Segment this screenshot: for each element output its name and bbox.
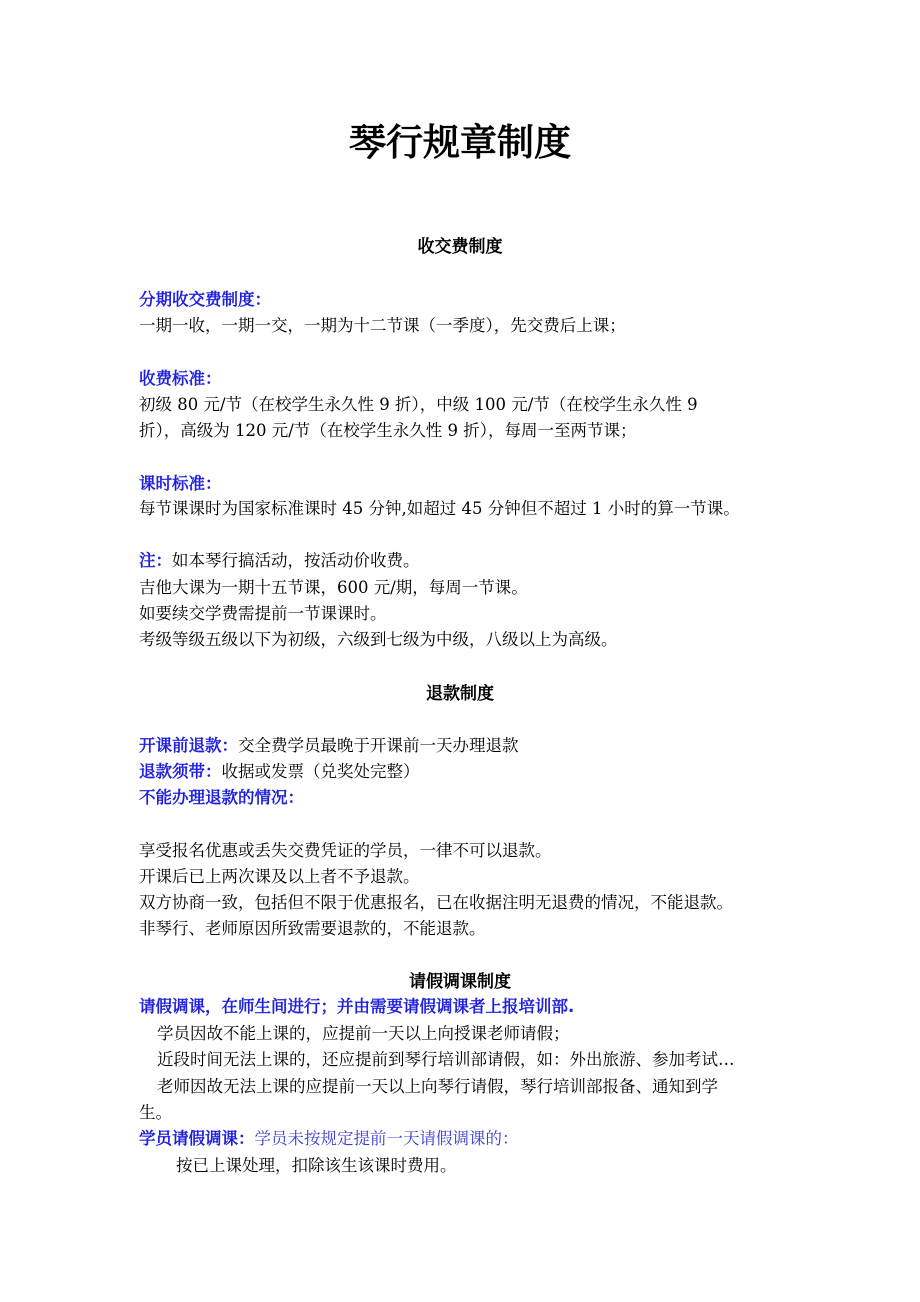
refund-case: 享受报名优惠或丢失交费凭证的学员，一律不可以退款。: [139, 841, 552, 860]
leave-line: 近段时间无法上课的，还应提前到琴行培训部请假，如：外出旅游、参加考试…: [157, 1050, 735, 1069]
refund-before-text: 交全费学员最晚于开课前一天办理退款: [238, 736, 519, 755]
page-title: 琴行规章制度: [349, 121, 571, 164]
guitar-text: 吉他大课为一期十五节课，600 元/期，每周一节课。: [139, 578, 528, 597]
renew-text: 如要续交学费需提前一节课课时。: [139, 604, 387, 623]
student-leave-result: 按已上课处理，扣除该生该课时费用。: [176, 1156, 457, 1175]
refund-before-label: 开课前退款：: [139, 736, 238, 755]
hour-text: 每节课课时为国家标准课时 45 分钟,如超过 45 分钟但不超过 1 小时的算一节课。: [139, 499, 740, 518]
installment-label: 分期收交费制度：: [139, 290, 271, 309]
leave-intro: 请假调课，在师生间进行；并由需要请假调课者上报培训部.: [139, 997, 575, 1016]
hour-label: 课时标准：: [139, 474, 222, 493]
standard-text-line2: 折），高级为 120 元/节（在校学生永久性 9 折），每周一至两节课；: [139, 421, 637, 440]
standard-label: 收费标准：: [139, 369, 222, 388]
refund-case: 开课后已上两次课及以上者不予退款。: [139, 867, 420, 886]
installment-text: 一期一收，一期一交，一期为十二节课（一季度），先交费后上课；: [139, 316, 626, 335]
refund-bring-line: [139, 760, 420, 784]
leave-line: 学员因故不能上课的，应提前一天以上向授课老师请假；: [157, 1024, 570, 1043]
student-leave-line: [139, 1127, 519, 1151]
refund-before-line: [139, 734, 519, 758]
grade-text: 考级等级五级以下为初级，六级到七级为中级，八级以上为高级。: [139, 630, 618, 649]
standard-text-line1: 初级 80 元/节（在校学生永久性 9 折），中级 100 元/节（在校学生永久性 9: [139, 395, 698, 414]
student-leave-label: 学员请假调课：: [139, 1129, 255, 1148]
refund-cannot-label: 不能办理退款的情况：: [139, 788, 304, 807]
refund-case: 非琴行、老师原因所致需要退款的，不能退款。: [139, 919, 486, 938]
refund-section-heading: 退款制度: [426, 684, 494, 704]
leave-line: 老师因故无法上课的应提前一天以上向琴行请假，琴行培训部报备、通知到学: [157, 1077, 718, 1096]
note-line: [139, 549, 420, 573]
leave-section-heading: 请假调课制度: [409, 972, 511, 992]
note-label: 注：: [139, 551, 172, 570]
fee-section-heading: 收交费制度: [417, 237, 503, 257]
student-leave-text: 学员未按规定提前一天请假调课的：: [254, 1129, 519, 1148]
refund-bring-label: 退款须带：: [139, 762, 222, 781]
refund-case: 双方协商一致，包括但不限于优惠报名，已在收据注明无退费的情况，不能退款。: [139, 893, 733, 912]
refund-bring-text: 收据或发票（兑奖处完整）: [221, 762, 420, 781]
note-text: 如本琴行搞活动，按活动价收费。: [172, 551, 420, 570]
leave-line: 生。: [139, 1103, 172, 1122]
